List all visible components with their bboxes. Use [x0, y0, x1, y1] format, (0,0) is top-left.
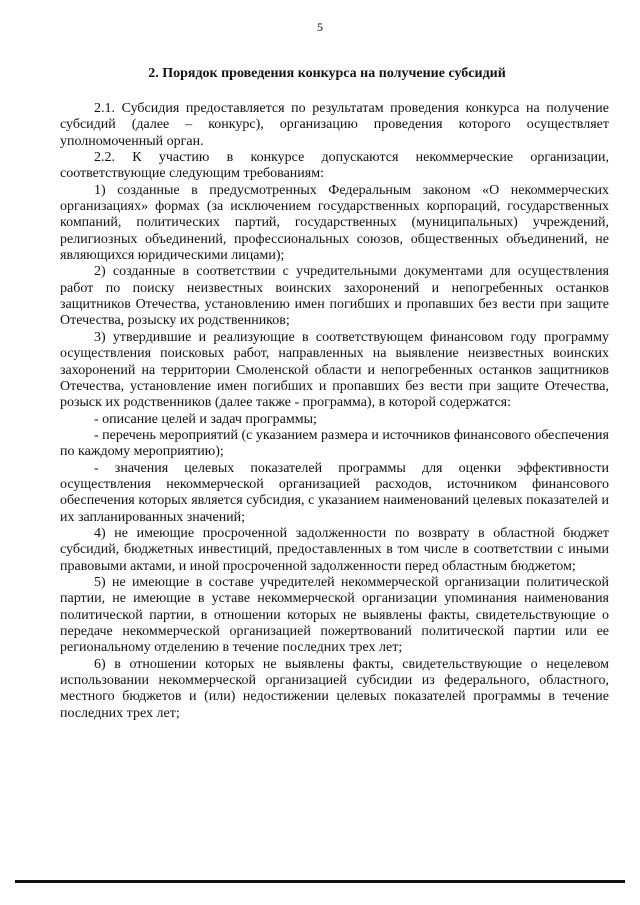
program-item-activities: - перечень мероприятий (с указанием размера и источников финансового обеспечения по каждому мероприятию);	[60, 427, 609, 460]
program-item-goals: - описание целей и задач программы;	[94, 411, 317, 427]
bottom-rule	[15, 880, 625, 883]
document-body	[60, 101, 609, 722]
section-heading: 2. Порядок проведения конкурса на получение субсидий	[148, 66, 506, 81]
paragraph-2-1: 2.1. Субсидия предоставляется по результатам проведения конкурса на получение субсидий (далее – конкурс), организацию проведения которого осуществляет уполномоченный орган.	[60, 101, 609, 149]
requirement-5: 5) не имеющие в составе учредителей некоммерческой организации политической партии, не имеющие в уставе некоммерческой организации упоминания наименования политической партии, в отношении которых не выявлены факты, свидетельствующие о передаче некоммерческой организацией пожертвований политической партии или ее региональному отделению в течение последних трех лет;	[60, 574, 609, 656]
paragraph-2-2: 2.2. К участию в конкурсе допускаются некоммерческие организации, соответствующие следующим требованиям:	[60, 150, 609, 182]
requirement-4: 4) не имеющие просроченной задолженности по возврату в областной бюджет субсидий, бюджетных инвестиций, предоставленных в том числе в соответствии с иными правовыми актами, и иной просроченной задолженности перед областным бюджетом;	[60, 525, 609, 574]
requirement-6: 6) в отношении которых не выявлены факты, свидетельствующие о нецелевом использовании некоммерческой организацией субсидии из федерального, областного, местного бюджетов и (или) недостижении целевых показателей программы в течение последних трех лет;	[60, 656, 609, 721]
page-number: 5	[317, 20, 323, 34]
requirement-3: 3) утвердившие и реализующие в соответствующем финансовом году программу осуществления поисковых работ, направленных на выявление неизвестных воинских захоронений на территории Смоленской области и непогребенных останков защитников Отечества, установление имен погибших и пропавших без вести при защите Отечества, розыск их родственников (далее также - программа), в которой содержатся:	[60, 329, 609, 411]
requirement-2: 2) созданные в соответствии с учредительными документами для осуществления работ по поиску неизвестных воинских захоронений и непогребенных останков защитников Отечества, установлению имен погибших и пропавших без вести при защите Отечества, розыску их родственников;	[60, 264, 609, 329]
program-item-indicators: - значения целевых показателей программы для оценки эффективности осуществления некоммерческой организацией расходов, источником финансового обеспечения которых является субсидия, с указанием наименований целевых показателей и их запланированных значений;	[60, 460, 609, 525]
requirement-1: 1) созданные в предусмотренных Федеральным законом «О некоммерческих организациях» формах (за исключением государственных корпораций, государственных компаний, политических партий, государственных (муниципальных) учреждений, религиозных объединений, профессиональных союзов, общественных объединений, не являющихся юридическими лицами);	[60, 182, 609, 264]
